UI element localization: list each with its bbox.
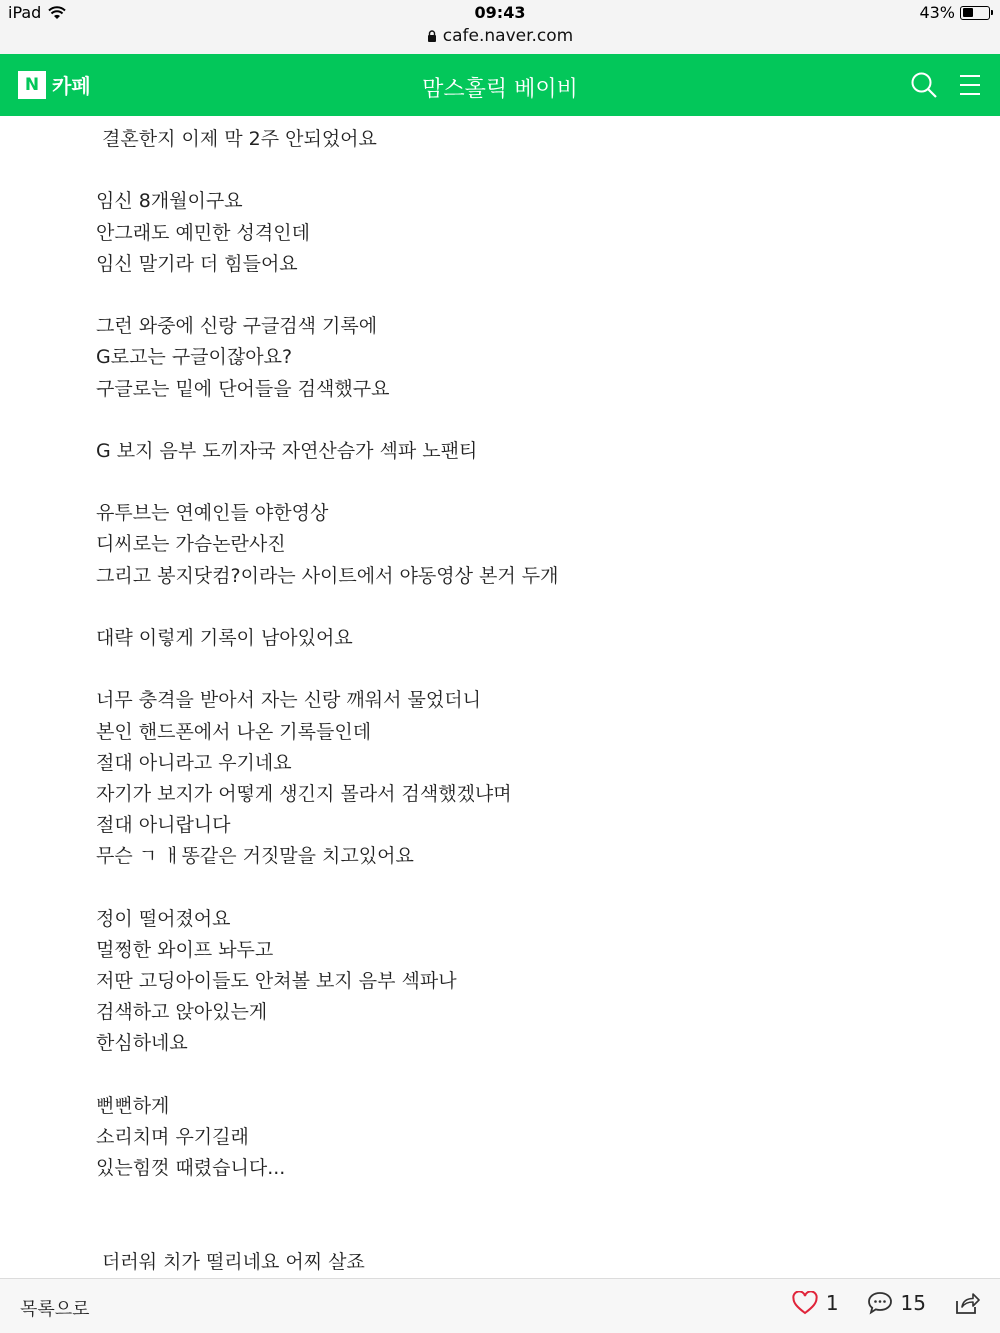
- post-line: 절대 아니라고 우기네요: [96, 751, 292, 774]
- battery-percent: 43%: [919, 3, 955, 22]
- post-line: [96, 1184, 976, 1215]
- post-line: 한심하네요: [96, 1032, 188, 1055]
- heart-icon: [792, 1291, 818, 1315]
- status-bar: [0, 0, 1000, 54]
- post-line: 구글로는 밑에 단어들을 검색했구요: [96, 377, 390, 400]
- post-line: [96, 155, 976, 186]
- clock: 09:43: [474, 3, 526, 22]
- comment-icon: [867, 1291, 893, 1315]
- naver-logo-icon: N: [18, 71, 46, 99]
- bottom-toolbar: [0, 1278, 1000, 1333]
- post-line: [96, 873, 976, 904]
- post-line: 소리치며 우기길래: [96, 1126, 249, 1148]
- post-line: 검색하고 앉아있는게: [96, 1001, 268, 1024]
- post-line: [96, 405, 976, 436]
- lock-icon: [427, 30, 437, 42]
- post-line: 대략 이렇게 기록이 남아있어요: [96, 627, 353, 649]
- comment-button[interactable]: [867, 1291, 926, 1315]
- like-button[interactable]: [792, 1291, 839, 1315]
- post-actions: [764, 1291, 980, 1315]
- cafe-header: [0, 54, 1000, 116]
- post-line: 저딴 고딩아이들도 안쳐볼 보지 음부 섹파나: [96, 970, 457, 993]
- post-line: [96, 1060, 976, 1091]
- post-line: [96, 1216, 976, 1247]
- post-line: 디씨로는 가슴논란사진: [96, 533, 286, 556]
- post-line: 임신 8개월이구요: [96, 190, 243, 213]
- search-icon[interactable]: [910, 71, 938, 99]
- post-line: G로고는 구글이잖아요?: [96, 346, 293, 369]
- post-line: 정이 떨어졌어요: [96, 907, 231, 930]
- like-count: 1: [825, 1291, 839, 1315]
- back-to-list-button[interactable]: 목록으로: [20, 1299, 90, 1320]
- post-body: [96, 124, 976, 1278]
- post-line: 뻔뻔하게: [96, 1094, 170, 1117]
- post-line: 본인 핸드폰에서 나온 기록들인데: [96, 720, 372, 743]
- share-icon: [954, 1291, 980, 1315]
- post-line: [96, 592, 976, 623]
- comment-count: 15: [900, 1291, 926, 1315]
- post-line: 그리고 봉지닷컴?이라는 사이트에서 야동영상 본거 두개: [96, 564, 559, 587]
- post-line: 멀쩡한 와이프 놔두고: [96, 938, 274, 961]
- url-text: cafe.naver.com: [442, 26, 574, 46]
- header-actions: [910, 71, 982, 99]
- share-button[interactable]: [954, 1291, 980, 1315]
- post-line: 결혼한지 이제 막 2주 안되었어요: [96, 128, 377, 150]
- cafe-title[interactable]: 맘스홀릭 베이비: [422, 77, 578, 102]
- post-line: 그런 와중에 신랑 구글검색 기록에: [96, 315, 378, 338]
- post-line: [96, 280, 976, 311]
- device-label: iPad: [8, 3, 42, 22]
- status-right: [919, 3, 990, 22]
- battery-icon: [960, 6, 990, 20]
- post-line: 안그래도 예민한 성격인데: [96, 221, 310, 244]
- post-line: 너무 충격을 받아서 자는 신랑 깨워서 물었더니: [96, 689, 481, 712]
- battery-level: [963, 8, 974, 17]
- post-line: [96, 467, 976, 498]
- post-line: 자기가 보지가 어떻게 생긴지 몰라서 검색했겠냐며: [96, 782, 512, 805]
- post-line: 무슨 ㄱ ㅐ똥같은 거짓말을 치고있어요: [96, 845, 414, 868]
- post-line: 더러워 치가 떨리네요 어찌 살죠: [96, 1250, 365, 1273]
- cafe-label: 카페: [52, 74, 91, 98]
- menu-icon[interactable]: [958, 71, 982, 99]
- post-line: 있는힘껏 때렸습니다...: [96, 1157, 286, 1180]
- post-line: G 보지 음부 도끼자국 자연산슴가 섹파 노팬티: [96, 439, 478, 462]
- post-line: 유투브는 연예인들 야한영상: [96, 502, 329, 525]
- address-bar[interactable]: [0, 26, 1000, 46]
- post-line: [96, 654, 976, 685]
- post-line: 임신 말기라 더 힘들어요: [96, 252, 298, 275]
- post-line: 절대 아니랍니다: [96, 814, 231, 837]
